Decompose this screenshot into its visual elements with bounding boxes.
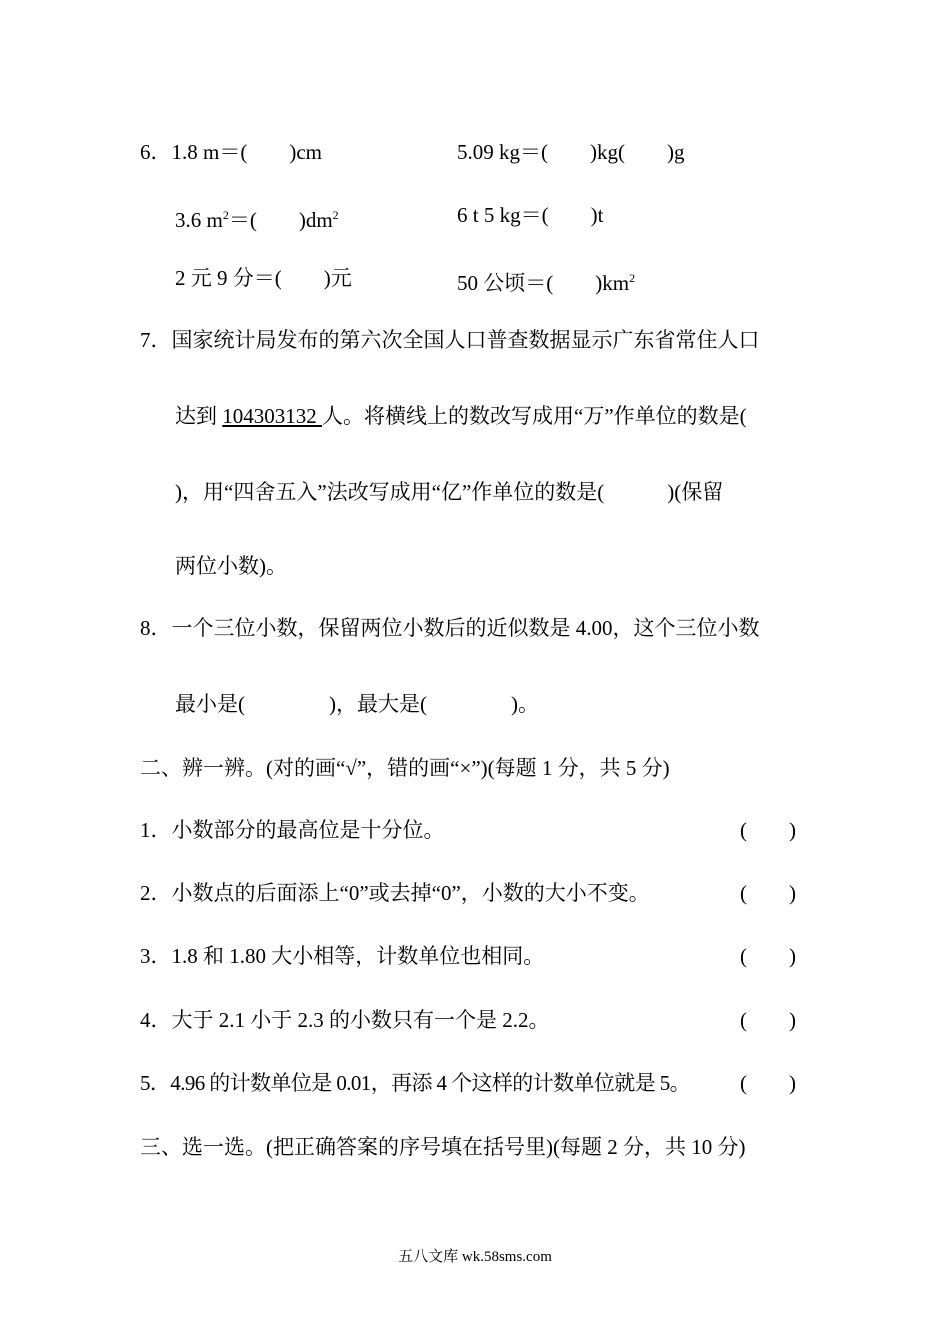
q6-row3-right xyxy=(457,266,635,295)
q6-row2-sup-1: 2 xyxy=(222,208,229,222)
q7-line-4: 两位小数)。 xyxy=(175,554,287,578)
q6-row3-sup: 2 xyxy=(629,271,636,285)
q6-row2-left-mid: ＝( )dm xyxy=(228,208,333,232)
q7-line-1: 7．国家统计局发布的第六次全国人口普查数据显示广东省常住人口 xyxy=(140,328,760,352)
judge-item-5: 5．4.96 的计数单位是 0.01，再添 4 个这样的计数单位就是 5。 xyxy=(140,1071,691,1095)
footer-watermark: 五八文库 wk.58sms.com xyxy=(398,1249,552,1265)
judge-item-3-bracket: ( ) xyxy=(740,944,796,968)
q6-row2-left xyxy=(175,203,339,232)
judge-item-1-bracket: ( ) xyxy=(740,818,796,842)
judge-item-3: 3．1.8 和 1.80 大小相等，计数单位也相同。 xyxy=(140,944,545,968)
q6-row3-left: 2 元 9 分＝( )元 xyxy=(175,266,352,290)
judge-item-4-bracket: ( ) xyxy=(740,1008,796,1032)
judge-item-2-bracket: ( ) xyxy=(740,881,796,905)
q7-underlined-number: 104303132 xyxy=(222,404,322,428)
q7-line-2-post: 人。将横线上的数改写成用“万”作单位的数是( xyxy=(322,404,747,428)
q8-line-1: 8．一个三位小数，保留两位小数后的近似数是 4.00，这个三位小数 xyxy=(140,616,760,640)
q6-row1-right: 5.09 kg＝( )kg( )g xyxy=(457,140,685,164)
q8-line-2: 最小是( )，最大是( )。 xyxy=(175,692,539,716)
q6-row2-right: 6 t 5 kg＝( )t xyxy=(457,203,604,227)
q7-line-2 xyxy=(175,404,747,428)
q6-row3-right-pre: 50 公顷＝( )km xyxy=(457,271,630,295)
judge-item-1: 1．小数部分的最高位是十分位。 xyxy=(140,818,445,842)
judge-item-4: 4．大于 2.1 小于 2.3 的小数只有一个是 2.2。 xyxy=(140,1008,550,1032)
q6-row2-left-pre: 3.6 m xyxy=(175,208,223,232)
section-2-title: 二、辨一辨。(对的画“√”，错的画“×”)(每题 1 分，共 5 分) xyxy=(140,756,670,780)
q6-row1-left: 6．1.8 m＝( )cm xyxy=(140,140,322,164)
judge-item-5-bracket: ( ) xyxy=(740,1071,796,1095)
section-3-title: 三、选一选。(把正确答案的序号填在括号里)(每题 2 分，共 10 分) xyxy=(140,1135,746,1159)
q7-line-3: )，用“四舍五入”法改写成用“亿”作单位的数是( )(保留 xyxy=(175,480,724,504)
q6-row2-sup-2: 2 xyxy=(332,208,339,222)
judge-item-2: 2．小数点的后面添上“0”或去掉“0”，小数的大小不变。 xyxy=(140,881,650,905)
q7-line-2-pre: 达到 xyxy=(175,404,223,428)
